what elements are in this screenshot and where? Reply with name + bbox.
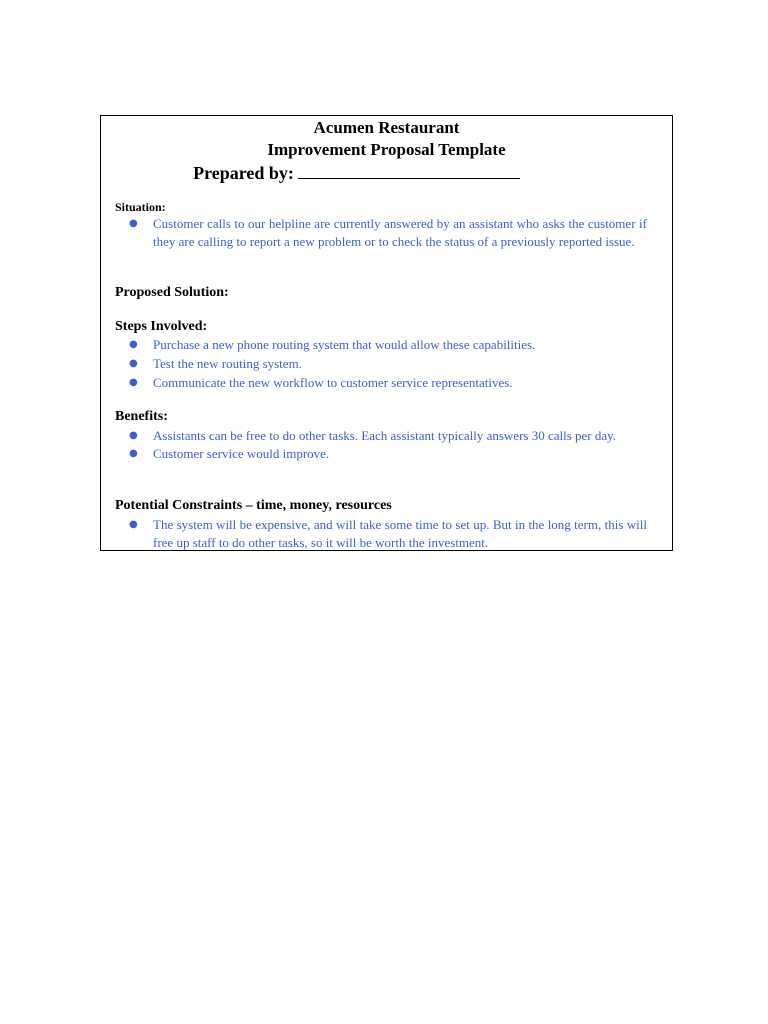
document-frame: [100, 115, 673, 551]
bullet-icon: ●: [129, 519, 138, 530]
steps-item-text: Test the new routing system.: [153, 356, 302, 371]
list-item: [101, 516, 672, 552]
situation-item-text: Customer calls to our helpline are currently answered by an assistant who asks the customer if they are calling to report a new problem or to check the status of a previously reported issue.: [153, 216, 647, 249]
prepared-by-line: [41, 161, 672, 185]
benefits-heading: Benefits:: [115, 409, 168, 424]
steps-item-text: Communicate the new workflow to customer service representatives.: [153, 375, 513, 390]
title-block: [101, 117, 672, 185]
situation-heading: Situation:: [115, 200, 166, 214]
document-title: Improvement Proposal Template: [267, 140, 506, 159]
constraints-item-text: The system will be expensive, and will take some time to set up. But in the long term, this will free up staff to do other tasks, so it will be worth the investment.: [153, 517, 647, 550]
benefits-item-text: Assistants can be free to do other tasks. Each assistant typically answers 30 calls per day.: [153, 428, 617, 443]
prepared-by-label: Prepared by:: [193, 163, 294, 183]
list-item: [101, 374, 672, 392]
bullet-icon: ●: [129, 430, 138, 441]
list-item: [101, 336, 672, 354]
bullet-icon: ●: [129, 358, 138, 369]
constraints-list: [101, 516, 672, 552]
constraints-heading: Potential Constraints – time, money, resources: [115, 498, 392, 513]
bullet-icon: ●: [129, 448, 138, 459]
steps-list: [101, 336, 672, 392]
benefits-item-text: Customer service would improve.: [153, 446, 330, 461]
bullet-icon: ●: [129, 377, 138, 388]
bullet-icon: ●: [129, 218, 138, 229]
steps-item-text: Purchase a new phone routing system that would allow these capabilities.: [153, 337, 536, 352]
bullet-icon: ●: [129, 339, 138, 350]
situation-list: [101, 215, 672, 251]
list-item: [101, 355, 672, 373]
prepared-by-blank: [298, 164, 520, 179]
proposed-solution-heading: Proposed Solution:: [115, 285, 229, 300]
restaurant-name: Acumen Restaurant: [313, 118, 460, 137]
list-item: [101, 445, 672, 463]
list-item: [101, 427, 672, 445]
list-item: [101, 215, 672, 251]
steps-heading: Steps Involved:: [115, 319, 208, 334]
benefits-list: [101, 427, 672, 463]
